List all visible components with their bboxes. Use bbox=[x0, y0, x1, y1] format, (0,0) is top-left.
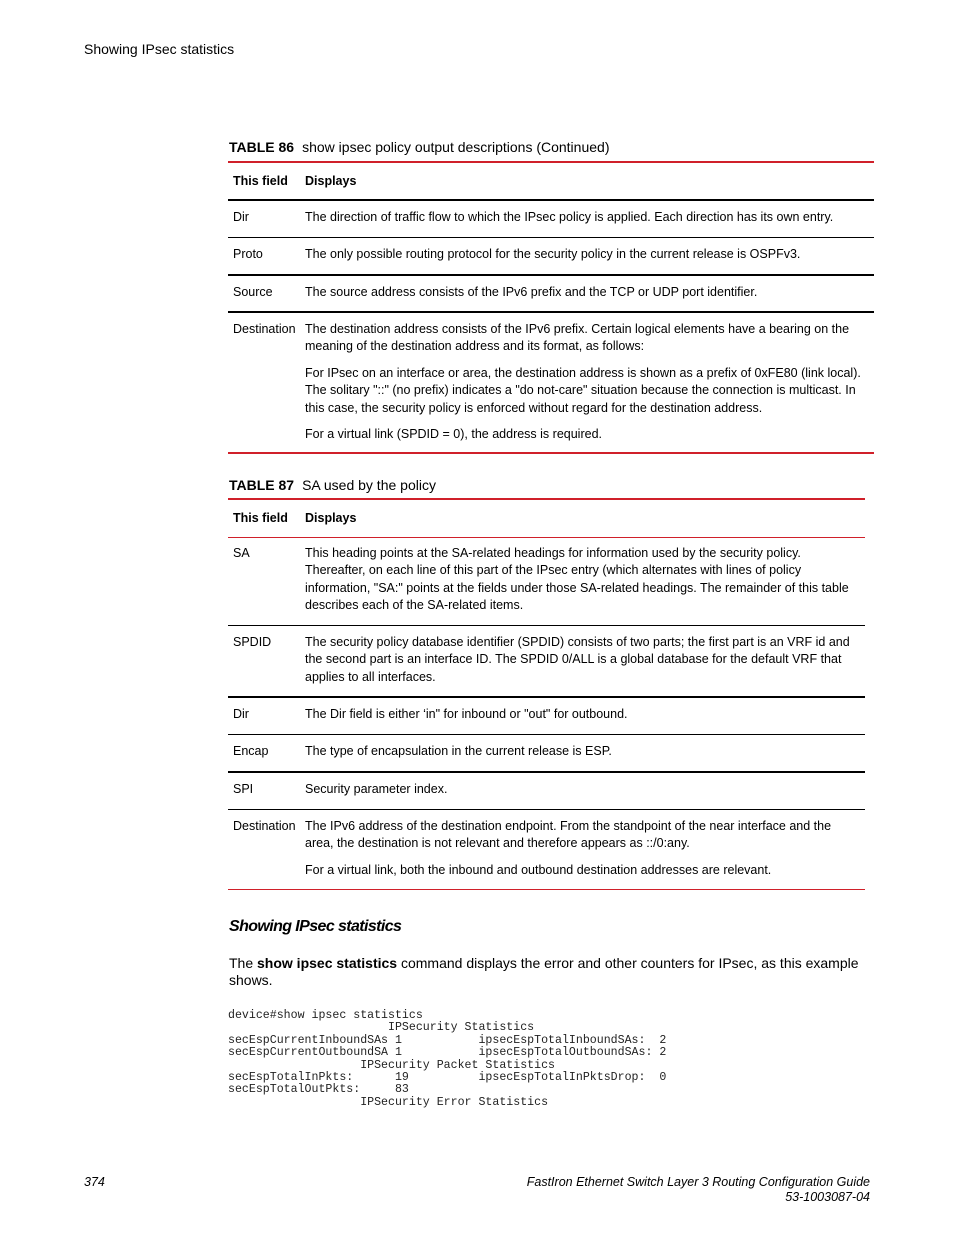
code-line: secEspTotalInPkts: 19 ipsecEspTotalInPktsDrop: 0 bbox=[228, 1071, 667, 1085]
table-87-row-sa-desc bbox=[305, 545, 860, 624]
running-header: Showing IPsec statistics bbox=[84, 41, 235, 57]
table-87-row-divider bbox=[228, 625, 865, 626]
section-heading: Showing IPsec statistics bbox=[229, 918, 402, 935]
code-line: IPSecurity Error Statistics bbox=[228, 1095, 549, 1109]
table-86-row-destination-text-3: For a virtual link (SPDID = 0), the address is required. bbox=[305, 427, 602, 442]
table-87-row-spdid-text: The security policy database identifier (SPDID) consists of two parts; the first part is an VRF id and the second part is an interface ID. The SPDID 0/ALL is a global database for the default VRF that applies to all interfaces. bbox=[305, 635, 850, 684]
table-87-label: TABLE 87 bbox=[229, 477, 295, 493]
code-line: secEspCurrentOutboundSA 1 ipsecEspTotalOutboundSAs: 2 bbox=[228, 1046, 667, 1060]
table-86-title: show ipsec policy output descriptions (Continued) bbox=[302, 139, 610, 155]
table-86-row-destination-text-1: The destination address consists of the IPv6 prefix. Certain logical elements have a bearing on the meaning of the destination address and its format, as follows: bbox=[305, 322, 850, 354]
code-line: device#show ipsec statistics bbox=[228, 1009, 423, 1022]
table-87-row-encap-text: The type of encapsulation in the current release is ESP. bbox=[305, 744, 612, 758]
code-line: secEspCurrentInboundSAs 1 ipsecEspTotalInboundSAs: 2 bbox=[228, 1033, 667, 1047]
table-86-row-source-text: The source address consists of the IPv6 prefix and the TCP or UDP port identifier. bbox=[305, 285, 758, 299]
table-86-row-dir-field: Dir bbox=[233, 210, 249, 224]
table-87-row-encap-desc bbox=[305, 743, 860, 769]
table-87-row-destination-text-1: The IPv6 address of the destination endpoint. From the standpoint of the near interface and the area, the destination is not relevant and therefore appears as ::/0:any. bbox=[305, 819, 832, 851]
table-87-row-sa-field: SA bbox=[233, 546, 250, 560]
table-87-row-destination-text-2: For a virtual link, both the inbound and outbound destination addresses are relevant. bbox=[305, 862, 772, 877]
code-example bbox=[228, 1010, 666, 1109]
table-87-row-spdid-desc bbox=[305, 634, 860, 695]
table-87-row-spi-desc bbox=[305, 781, 860, 807]
table-87-header-rule bbox=[228, 537, 865, 538]
table-86-row-divider bbox=[228, 237, 874, 238]
table-86-row-dir-desc bbox=[305, 209, 865, 235]
table-87-row-spi-field: SPI bbox=[233, 782, 254, 796]
table-86-caption bbox=[229, 139, 609, 155]
table-87-row-spdid-field: SPDID bbox=[233, 635, 272, 649]
table-86-row-proto-text: The only possible routing protocol for the security policy in the current release is OSPFv3. bbox=[305, 247, 801, 261]
table-87-row-destination-field: Destination bbox=[233, 819, 296, 833]
table-87-row-divider bbox=[228, 696, 865, 698]
table-87-row-divider bbox=[228, 734, 865, 735]
table-87-col-field: This field bbox=[233, 511, 288, 525]
table-86-row-destination-desc bbox=[305, 321, 865, 452]
section-paragraph-pre: The bbox=[229, 955, 258, 971]
table-87-row-divider bbox=[228, 809, 865, 810]
section-paragraph-post: command displays the error and other counters for IPsec, as this example shows. bbox=[229, 955, 859, 988]
table-86-row-destination-field: Destination bbox=[233, 322, 296, 336]
table-87-row-divider bbox=[228, 771, 865, 773]
table-86-row-divider bbox=[228, 311, 874, 313]
section-paragraph bbox=[229, 955, 869, 989]
code-line: IPSecurity Statistics bbox=[228, 1021, 535, 1035]
table-87-row-dir-text: The Dir field is either ‘in" for inbound or "out" for outbound. bbox=[305, 707, 628, 721]
table-86-row-dir-text: The direction of traffic flow to which the IPsec policy is applied. Each direction has its own entry. bbox=[305, 210, 834, 224]
table-87-row-sa-text: This heading points at the SA-related headings for information used by the security policy. Thereafter, on each line of this part of the IPsec entry (which alternates with lines of policy information, "SA:" points at the fields under those SA-related headings. The remainder of this table describes each of the SA-related items. bbox=[305, 546, 849, 613]
table-86-row-destination-text-2: For IPsec on an interface or area, the destination address is shown as a prefix of 0xFE80 (link local). The solitary "::" (no prefix) indicates a "do not-care" situation because the connection is multicast. In this case, the security policy is enforced without regard for the destination address. bbox=[305, 365, 861, 415]
table-86-label: TABLE 86 bbox=[229, 139, 295, 155]
table-87-row-spi-text: Security parameter index. bbox=[305, 782, 448, 796]
table-86-col-displays: Displays bbox=[305, 174, 357, 188]
table-86-header-rule bbox=[228, 199, 874, 201]
code-line: IPSecurity Packet Statistics bbox=[228, 1058, 555, 1072]
table-86-row-divider bbox=[228, 274, 874, 276]
table-87-bottom-rule bbox=[228, 889, 865, 890]
guide-title: FastIron Ethernet Switch Layer 3 Routing Configuration Guide bbox=[526, 1175, 870, 1189]
table-87-title: SA used by the policy bbox=[302, 477, 436, 493]
table-86-row-source-desc bbox=[305, 284, 865, 310]
table-87-caption bbox=[229, 477, 436, 493]
code-line: secEspTotalOutPkts: 83 bbox=[228, 1083, 409, 1097]
command-name: show ipsec statistics bbox=[257, 955, 398, 971]
doc-number: 53-1003087-04 bbox=[785, 1190, 870, 1204]
table-86-row-proto-desc bbox=[305, 246, 865, 272]
table-87-row-dir-desc bbox=[305, 706, 860, 732]
table-87-top-rule bbox=[228, 498, 865, 500]
table-86-top-rule bbox=[228, 161, 874, 163]
table-87-row-encap-field: Encap bbox=[233, 744, 269, 758]
table-86-bottom-rule bbox=[228, 452, 874, 454]
table-87-row-destination-desc bbox=[305, 818, 860, 888]
table-87-col-displays: Displays bbox=[305, 511, 357, 525]
table-86-row-source-field: Source bbox=[233, 285, 273, 299]
page-number: 374 bbox=[84, 1175, 105, 1189]
table-87-row-dir-field: Dir bbox=[233, 707, 249, 721]
table-86-row-proto-field: Proto bbox=[233, 247, 263, 261]
table-86-col-field: This field bbox=[233, 174, 288, 188]
